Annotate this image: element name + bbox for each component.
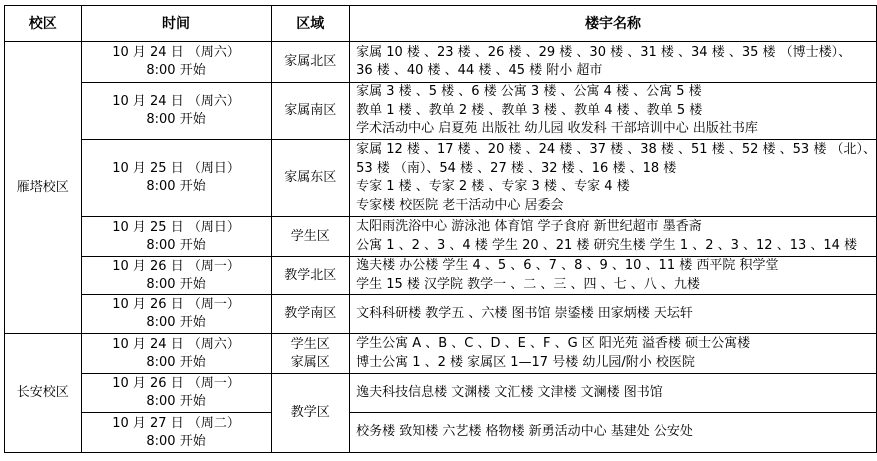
- area-cell: [271, 334, 350, 374]
- buildings-cell: [350, 217, 877, 257]
- area-text: 学生区: [290, 336, 330, 352]
- time-cell: [81, 413, 271, 453]
- table-row: [5, 140, 877, 217]
- time-cell: [81, 140, 271, 217]
- start-text: 8:00 开始: [146, 433, 206, 449]
- time-cell: [81, 295, 271, 334]
- buildings-line: 逸夫科技信息楼 文渊楼 文汇楼 文津楼 文澜楼 图书馆: [356, 384, 663, 400]
- header-campus: 校区: [5, 6, 82, 42]
- start-text: 8:00 开始: [146, 394, 206, 409]
- start-text: 8:00 开始: [146, 112, 206, 127]
- date-text: 10 月 26 日 （周一）: [112, 297, 240, 312]
- buildings-cell: [350, 83, 877, 140]
- buildings-line: 专家 1 楼 、专家 2 楼 、专家 3 楼 、专家 4 楼: [356, 179, 630, 194]
- area-cell: 家属南区: [271, 83, 350, 140]
- date-text: 10 月 24 日 （周六）: [112, 336, 240, 352]
- date-text: 10 月 27 日 （周二）: [112, 415, 240, 431]
- buildings-line: 学术活动中心 启夏苑 出版社 幼儿园 收发科 干部培训中心 出版社书库: [356, 121, 758, 137]
- buildings-cell: [350, 140, 877, 217]
- campus-cell: 雁塔校区: [5, 42, 82, 334]
- buildings-line: 53 楼 （南）、54 楼 、27 楼 、32 楼 、16 楼 、18 楼: [356, 160, 677, 176]
- buildings-cell: [350, 295, 877, 334]
- header-time: 时间: [81, 6, 271, 42]
- buildings-cell: [350, 257, 877, 295]
- start-text: 8:00 开始: [146, 315, 206, 330]
- time-cell: [81, 334, 271, 374]
- buildings-cell: [350, 334, 877, 374]
- buildings-line: 教单 1 楼 、教单 2 楼 、教单 3 楼 、教单 4 楼 、教单 5 楼: [356, 102, 703, 118]
- buildings-line: 专家楼 校医院 老干活动中心 居委会: [356, 197, 564, 213]
- buildings-line: 公寓 1 、2 、3 、4 楼 学生 20 、21 楼 研究生楼 学生 1 、2 、3 、12 、13 、14 楼: [356, 237, 858, 253]
- table-row: [5, 257, 877, 295]
- area-cell: 教学南区: [271, 295, 350, 334]
- buildings-line: 家属 12 楼 、17 楼 、20 楼 、24 楼 、37 楼 、38 楼 、51 楼 、52 楼 、53 楼 （北）、: [356, 142, 876, 157]
- header-buildings: 楼宇名称: [350, 6, 877, 42]
- buildings-line: 36 楼 、40 楼 、44 楼 、45 楼 附小 超市: [356, 63, 603, 78]
- time-cell: [81, 374, 271, 413]
- table-row: [5, 42, 877, 83]
- area-cell: 家属东区: [271, 140, 350, 217]
- buildings-cell: [350, 42, 877, 83]
- header-area: 区域: [271, 6, 350, 42]
- date-text: 10 月 25 日 （周日）: [112, 219, 240, 235]
- buildings-line: 家属 10 楼 、23 楼 、26 楼 、29 楼 、30 楼 、31 楼 、34 楼 、35 楼 （博士楼）、: [356, 44, 852, 60]
- start-text: 8:00 开始: [146, 237, 206, 253]
- time-cell: [81, 42, 271, 83]
- header-row: [5, 6, 877, 42]
- buildings-line: 文科科研楼 教学五 、六楼 图书馆 崇鋈楼 田家炳楼 天坛轩: [356, 305, 693, 321]
- buildings-line: 学生公寓 A 、B 、C 、D 、E 、F 、G 区 阳光苑 溢香楼 硕士公寓楼: [356, 336, 751, 351]
- buildings-line: 家属 3 楼 、5 楼 、6 楼 公寓 3 楼 、公寓 4 楼 、公寓 5 楼: [356, 84, 702, 100]
- date-text: 10 月 26 日 （周一）: [112, 376, 240, 391]
- date-text: 10 月 26 日 （周一）: [112, 258, 240, 274]
- date-text: 10 月 24 日 （周六）: [112, 45, 240, 60]
- buildings-cell: [350, 413, 877, 453]
- start-text: 8:00 开始: [146, 179, 206, 194]
- area-cell: 教学区: [271, 374, 350, 453]
- buildings-line: 校务楼 致知楼 六艺楼 格物楼 新勇活动中心 基建处 公安处: [356, 424, 693, 440]
- campus-cell: 长安校区: [5, 334, 82, 453]
- buildings-line: 逸夫楼 办公楼 学生 4 、5 、6 、7 、8 、9 、10 、11 楼 西平院 积学堂: [356, 258, 779, 273]
- start-text: 8:00 开始: [146, 276, 206, 292]
- buildings-line: 太阳雨洗浴中心 游泳池 体育馆 学子食府 新世纪超市 墨香斋: [356, 219, 702, 234]
- table-row: [5, 295, 877, 334]
- area-cell: 学生区: [271, 217, 350, 257]
- buildings-line: 学生 15 楼 汉学院 教学一 、二 、三 、四 、七 、八 、九楼: [356, 276, 700, 292]
- time-cell: [81, 83, 271, 140]
- power-outage-schedule-table: [4, 5, 877, 453]
- date-text: 10 月 24 日 （周六）: [112, 94, 240, 109]
- start-text: 8:00 开始: [146, 354, 206, 370]
- table-row: [5, 374, 877, 413]
- area-cell: 教学北区: [271, 257, 350, 295]
- buildings-cell: [350, 374, 877, 413]
- time-cell: [81, 257, 271, 295]
- buildings-line: 博士公寓 1 、2 楼 家属区 1—17 号楼 幼儿园/附小 校医院: [356, 354, 695, 370]
- table-row: [5, 83, 877, 140]
- time-cell: [81, 217, 271, 257]
- area-text: 家属区: [290, 354, 330, 370]
- area-cell: 家属北区: [271, 42, 350, 83]
- table-row: [5, 217, 877, 257]
- start-text: 8:00 开始: [146, 63, 206, 78]
- table-row: [5, 413, 877, 453]
- date-text: 10 月 25 日 （周日）: [112, 161, 240, 176]
- table-row: [5, 334, 877, 374]
